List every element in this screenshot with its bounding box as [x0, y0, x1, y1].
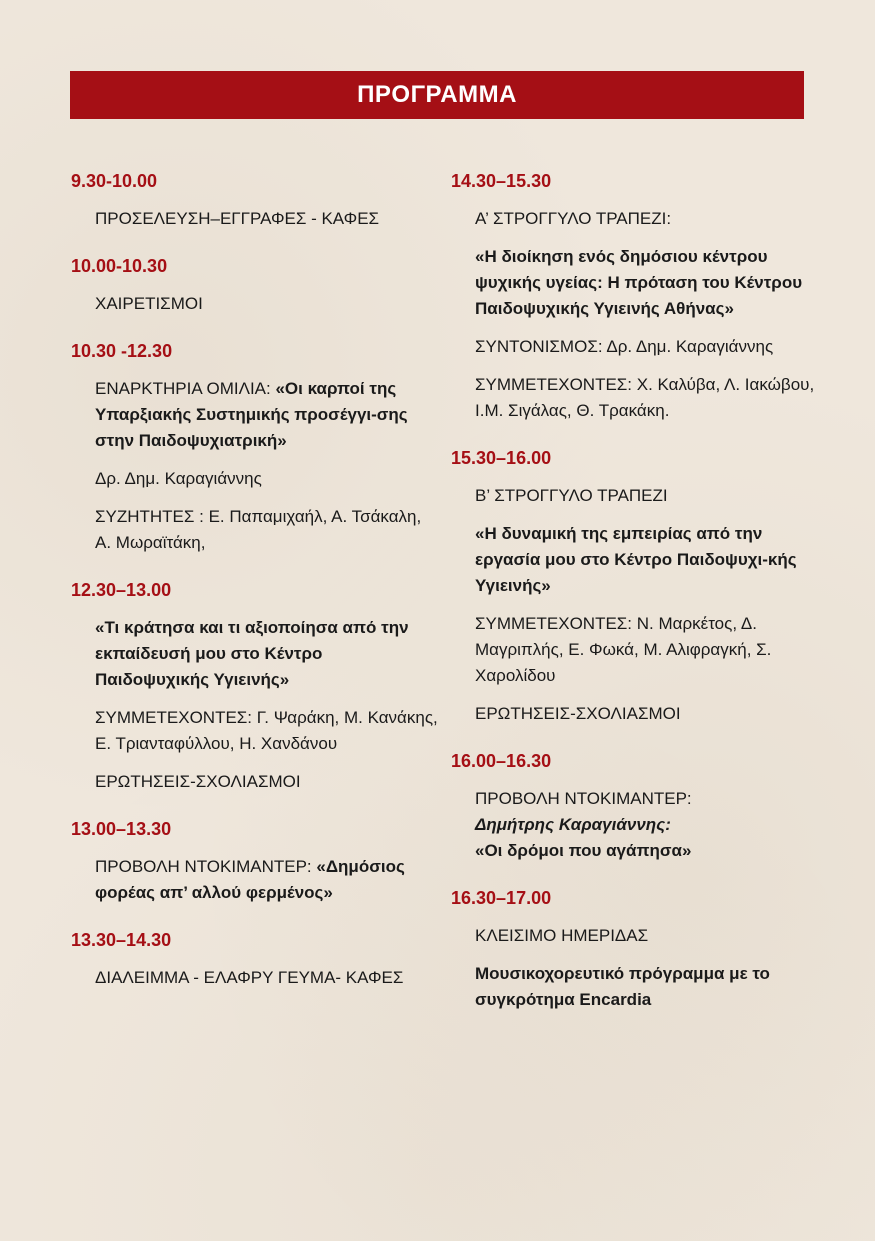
session-line	[95, 705, 441, 757]
session-line	[95, 466, 441, 492]
schedule-block	[451, 885, 821, 1013]
time-slot: 9.30-10.00	[71, 171, 158, 191]
program-title: ΠΡΟΓΡΑΜΜΑ	[357, 81, 517, 108]
session-line	[95, 376, 441, 454]
session-line	[95, 769, 441, 795]
time-slot: 13.00–13.30	[71, 819, 172, 839]
schedule-block	[71, 253, 441, 317]
session-title: «Οι καρποί της Υπαρξιακής Συστημικής προσέγγι-σης στην Παιδοψυχιατρική»	[95, 379, 408, 450]
schedule-block	[71, 577, 441, 795]
time-slot: 10.00-10.30	[71, 256, 168, 276]
time-slot: 15.30–16.00	[451, 448, 552, 468]
session-title: «Η διοίκηση ενός δημόσιου κέντρου ψυχικής υγείας: Η πρόταση του Κέντρου Παιδοψυχικής Υγιεινής Αθήνας»	[475, 247, 803, 318]
session-title: «Οι δρόμοι που αγάπησα»	[475, 841, 692, 860]
session-line	[475, 961, 821, 1013]
session-text: Β’ ΣΤΡΟΓΓΥΛΟ ΤΡΑΠΕΖΙ	[475, 486, 668, 505]
schedule-left-column	[71, 168, 441, 1012]
session-text: ΕΡΩΤΗΣΕΙΣ-ΣΧΟΛΙΑΣΜΟΙ	[95, 772, 301, 791]
session-line	[475, 611, 821, 689]
session-text: ΣΥΖΗΤΗΤΕΣ : Ε. Παπαμιχαήλ, Α. Τσάκαλη, Α. Μωραϊτάκη,	[95, 507, 422, 552]
session-text: ΧΑΙΡΕΤΙΣΜΟΙ	[95, 294, 203, 313]
session-line	[475, 244, 821, 322]
time-slot: 16.30–17.00	[451, 888, 552, 908]
session-text: ΠΡΟΣΕΛΕΥΣΗ–ΕΓΓΡΑΦΕΣ - ΚΑΦΕΣ	[95, 209, 380, 228]
schedule-block	[71, 816, 441, 906]
session-line	[95, 965, 441, 991]
schedule-right-column	[451, 168, 821, 1034]
session-text: ΠΡΟΒΟΛΗ ΝΤΟΚΙΜΑΝΤΕΡ:	[95, 857, 317, 876]
session-text: ΣΥΜΜΕΤΕΧΟΝΤΕΣ: Ν. Μαρκέτος, Δ. Μαγριπλής, Ε. Φωκά, Μ. Αλιφραγκή, Σ. Χαρολίδου	[475, 614, 772, 685]
session-text: ΠΡΟΒΟΛΗ ΝΤΟΚΙΜΑΝΤΕΡ:	[475, 789, 692, 808]
time-slot: 13.30–14.30	[71, 930, 172, 950]
schedule-block	[451, 748, 821, 864]
session-line	[95, 615, 441, 693]
session-line	[95, 854, 441, 906]
session-text: ΚΛΕΙΣΙΜΟ ΗΜΕΡΙΔΑΣ	[475, 926, 649, 945]
session-title: Μουσικοχορευτικό πρόγραμμα με το συγκρότημα Encardia	[475, 964, 770, 1009]
session-text: ΣΥΜΜΕΤΕΧΟΝΤΕΣ: Χ. Καλύβα, Λ. Ιακώβου, Ι.Μ. Σιγάλας, Θ. Τρακάκη.	[475, 375, 815, 420]
schedule-block	[71, 168, 441, 232]
session-line	[95, 291, 441, 317]
session-line	[475, 206, 821, 232]
time-slot: 14.30–15.30	[451, 171, 552, 191]
session-line	[475, 521, 821, 599]
session-line	[475, 372, 821, 424]
session-line	[95, 504, 441, 556]
time-slot: 10.30 -12.30	[71, 341, 173, 361]
session-line	[475, 483, 821, 509]
session-text: ΔΙΑΛΕΙΜΜΑ - ΕΛΑΦΡΥ ΓΕΥΜΑ- ΚΑΦΕΣ	[95, 968, 404, 987]
session-line	[475, 923, 821, 949]
session-text: Δρ. Δημ. Καραγιάννης	[95, 469, 262, 488]
session-text: Α’ ΣΤΡΟΓΓΥΛΟ ΤΡΑΠΕΖΙ:	[475, 209, 672, 228]
session-title: «Τι κράτησα και τι αξιοποίησα από την εκπαίδευσή μου στο Κέντρο Παιδοψυχικής Υγιεινής»	[95, 618, 409, 689]
session-text: ΕΝΑΡΚΤΗΡΙΑ ΟΜΙΛΙΑ:	[95, 379, 276, 398]
schedule-block	[71, 927, 441, 991]
time-slot: 12.30–13.00	[71, 580, 172, 600]
program-header	[70, 71, 804, 119]
session-title: «Η δυναμική της εμπειρίας από την εργασία μου στο Κέντρο Παιδοψυχι-κής Υγιεινής»	[475, 524, 797, 595]
session-title: «Δημόσιος φορέας απ’ αλλού φερμένος»	[95, 857, 405, 902]
session-line	[475, 786, 821, 864]
time-slot: 16.00–16.30	[451, 751, 552, 771]
session-line	[95, 206, 441, 232]
session-line	[475, 701, 821, 727]
schedule-block	[451, 445, 821, 727]
session-line	[475, 334, 821, 360]
session-text: ΣΥΜΜΕΤΕΧΟΝΤΕΣ: Γ. Ψαράκη, Μ. Κανάκης, Ε. Τριανταφύλλου, Η. Χανδάνου	[95, 708, 438, 753]
session-text: ΣΥΝΤΟΝΙΣΜΟΣ: Δρ. Δημ. Καραγιάννης	[475, 337, 774, 356]
session-text: ΕΡΩΤΗΣΕΙΣ-ΣΧΟΛΙΑΣΜΟΙ	[475, 704, 681, 723]
schedule-block	[451, 168, 821, 424]
schedule-block	[71, 338, 441, 556]
session-title: Δημήτρης Καραγιάννης:	[475, 815, 671, 834]
